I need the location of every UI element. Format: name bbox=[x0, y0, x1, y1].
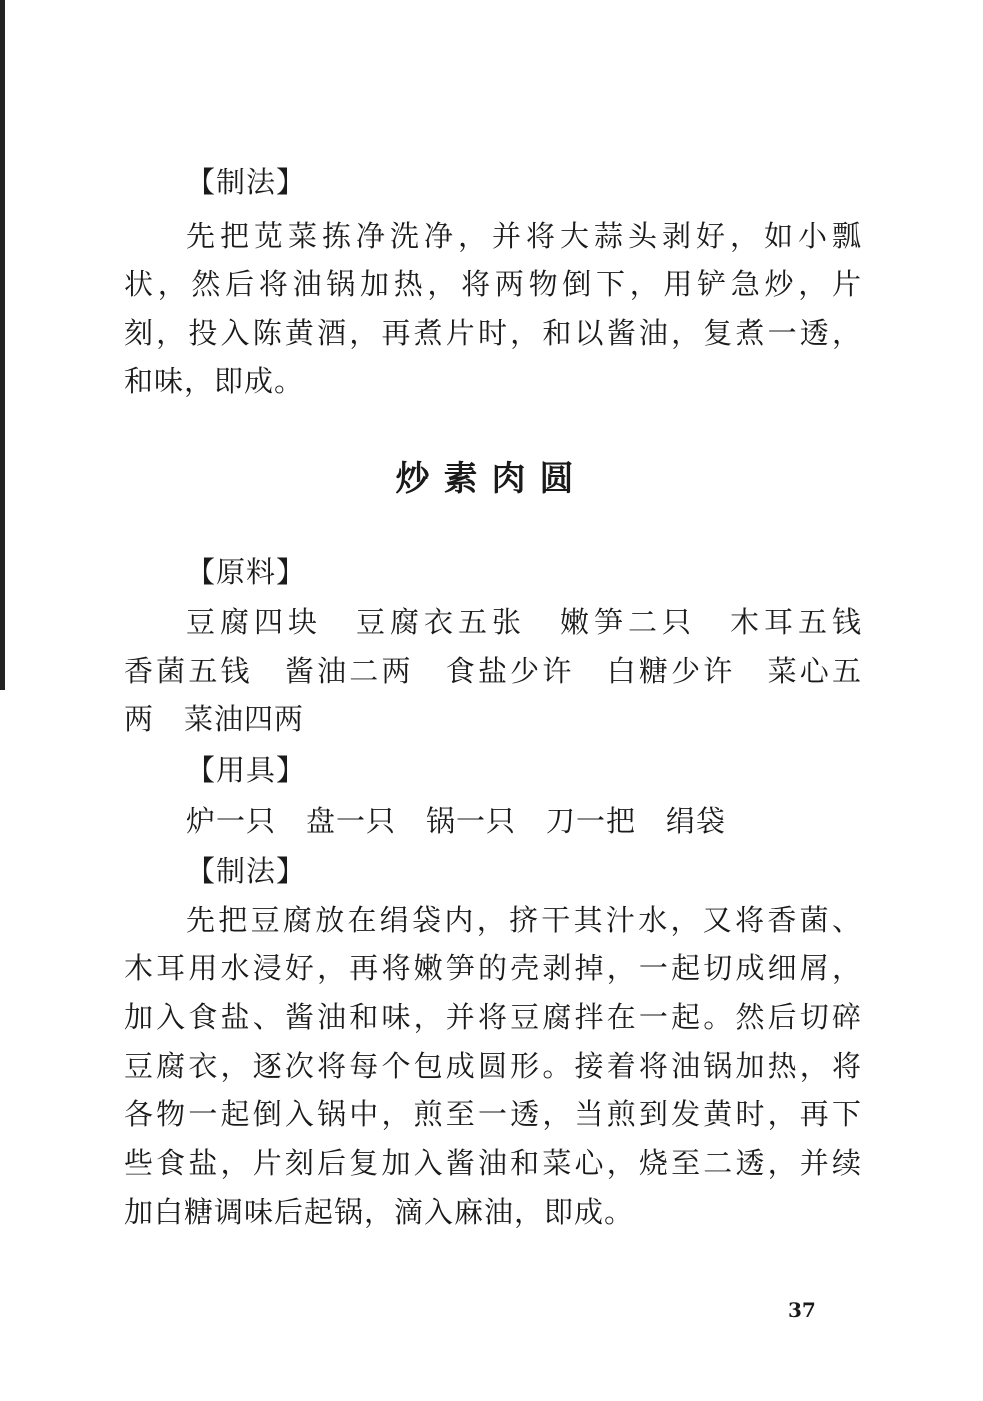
method-line-3: 刻，投入陈黄酒，再煮片时，和以酱油，复煮一透， bbox=[124, 316, 862, 350]
ingredients-line-2: 香菌五钱 酱油二两 食盐少许 白糖少许 菜心五 bbox=[124, 654, 862, 688]
ingredients-line-3: 两 菜油四两 bbox=[124, 702, 305, 736]
method2-line-1: 先把豆腐放在绢袋内，挤干其汁水，又将香菌、 bbox=[186, 903, 862, 937]
method-line-4: 和味，即成。 bbox=[124, 364, 305, 398]
method2-line-2: 木耳用水浸好，再将嫩笋的壳剥掉，一起切成细屑， bbox=[124, 951, 862, 985]
tools-line: 炉一只 盘一只 锅一只 刀一把 绢袋 bbox=[186, 804, 727, 838]
tools-label: 【用具】 bbox=[186, 753, 307, 787]
page-edge-shadow bbox=[0, 0, 5, 690]
ingredients-line-1: 豆腐四块 豆腐衣五张 嫩笋二只 木耳五钱 bbox=[186, 605, 862, 639]
method2-label: 【制法】 bbox=[186, 854, 307, 888]
ingredients-label: 【原料】 bbox=[186, 555, 307, 589]
page-number: 37 bbox=[788, 1298, 816, 1322]
method-line-2: 状，然后将油锅加热，将两物倒下，用铲急炒，片 bbox=[124, 267, 862, 301]
method-line-1: 先把苋菜拣净洗净，并将大蒜头剥好，如小瓢 bbox=[186, 219, 862, 253]
method2-line-3: 加入食盐、酱油和味，并将豆腐拌在一起。然后切碎 bbox=[124, 1000, 862, 1034]
method2-line-5: 各物一起倒入锅中，煎至一透，当煎到发黄时，再下 bbox=[124, 1097, 862, 1131]
method2-line-6: 些食盐，片刻后复加入酱油和菜心，烧至二透，并续 bbox=[124, 1146, 862, 1180]
method2-line-4: 豆腐衣，逐次将每个包成圆形。接着将油锅加热，将 bbox=[124, 1049, 862, 1083]
method-label: 【制法】 bbox=[186, 165, 307, 199]
method2-line-7: 加白糖调味后起锅，滴入麻油，即成。 bbox=[124, 1195, 635, 1229]
recipe-title: 炒素肉圆 bbox=[395, 459, 588, 499]
